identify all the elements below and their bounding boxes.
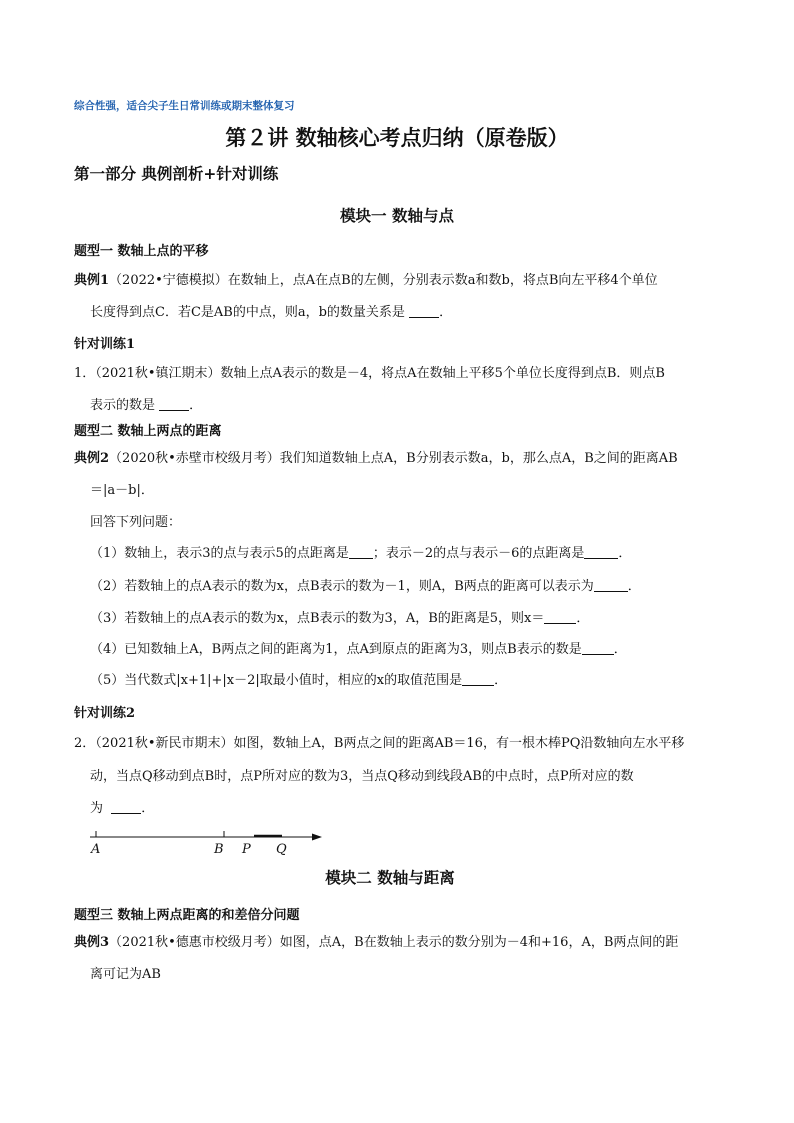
question2-line3: 为 ．: [90, 801, 155, 816]
example2-sub3: （3）若数轴上的点A表示的数为x，点B表示的数为3，A，B的距离是5，则x＝ ．: [90, 611, 590, 626]
type2-title: 题型二 数轴上两点的距离: [74, 424, 222, 439]
answer-blank: [462, 671, 494, 686]
example1-text2: 长度得到点C．若C是AB的中点，则a，b的数量关系是: [90, 305, 405, 320]
answer-blank: [594, 577, 628, 592]
example2-label: 典例2: [74, 451, 110, 466]
sub5-text: （5）当代数式|x+1|+|x－2|取最小值时，相应的x的取值范围是: [90, 673, 463, 688]
sub2-text: （2）若数轴上的点A表示的数为x，点B表示的数为－1，则A，B两点的距离可以表示为: [90, 579, 594, 594]
example1-label: 典例1: [74, 273, 110, 288]
sub1-text-b: ；表示－2的点与表示－6的点距离是: [372, 546, 585, 561]
part-title: 第一部分 典例剖析+针对训练: [74, 164, 279, 183]
module2-title: 模块二 数轴与距离: [325, 868, 455, 887]
question1-line2: 表示的数是 ．: [90, 398, 203, 413]
type1-title: 题型一 数轴上点的平移: [74, 244, 209, 259]
example1-line2: 长度得到点C．若C是AB的中点，则a，b的数量关系是 ．: [90, 305, 453, 320]
example2-prompt: 回答下列问题：: [90, 515, 182, 530]
label-a: A: [91, 842, 101, 857]
answer-blank: [159, 396, 189, 411]
question2-line1: 2．（2021秋•新民市期末）如图，数轴上A，B两点之间的距离AB＝16，有一根木棒PQ沿数轴向左水平移: [74, 736, 685, 751]
example3-line2: 离可记为AB: [90, 967, 161, 982]
question2-line2: 动，当点Q移动到点B时，点P所对应的数为3，当点Q移动到线段AB的中点时，点P所对应的数: [90, 769, 634, 784]
sub3-text: （3）若数轴上的点A表示的数为x，点B表示的数为3，A，B的距离是5，则x＝: [90, 611, 545, 626]
page-title: 第２讲 数轴核心考点归纳（原卷版）: [225, 125, 569, 150]
question1-line1: 1．（2021秋•镇江期末）数轴上点A表示的数是－4，将点A在数轴上平移5个单位长度得到点B．则点B: [74, 366, 665, 381]
sub4-text: （4）已知数轴上A，B两点之间的距离为1，点A到原点的距离为3，则点B表示的数是: [90, 642, 582, 657]
example3-text1: （2021秋•德惠市校级月考）如图，点A，B在数轴上表示的数分别为－4和+16，A，B两点间的距: [109, 935, 679, 950]
module1-title: 模块一 数轴与点: [340, 206, 454, 225]
example2-text1: （2020秋•赤壁市校级月考）我们知道数轴上点A，B分别表示数a，b，那么点A，B之间的距离AB: [109, 451, 678, 466]
answer-blank: [409, 303, 439, 318]
answer-blank: [349, 544, 373, 559]
example1-line1: [74, 269, 658, 288]
type3-title: 题型三 数轴上两点距离的和差倍分问题: [74, 908, 300, 923]
example3-line1: [74, 931, 678, 950]
answer-blank: [582, 640, 614, 655]
question2-text3: 为: [90, 801, 104, 816]
training2-title: 针对训练2: [74, 706, 136, 721]
example1-text1: （2022•宁德模拟）在数轴上，点A在点B的左侧，分别表示数a和数b，将点B向左平移4个单位: [109, 273, 658, 288]
label-q: Q: [276, 842, 287, 857]
example2-sub2: （2）若数轴上的点A表示的数为x，点B表示的数为－1，则A，B两点的距离可以表示为 ．: [90, 579, 641, 594]
tagline: 综合性强，适合尖子生日常训练或期末整体复习: [74, 100, 295, 112]
axis-arrow-icon: [312, 834, 322, 841]
number-line-figure: [86, 826, 331, 858]
example2-line1: [74, 447, 678, 466]
example2-sub1: （1）数轴上，表示3的点与表示5的点距离是 ；表示－2的点与表示－6的点距离是 ．: [90, 546, 632, 561]
answer-blank: [584, 544, 618, 559]
answer-blank: [544, 609, 576, 624]
example2-sub5: （5）当代数式|x+1|+|x－2|取最小值时，相应的x的取值范围是 ．: [90, 673, 508, 688]
label-p: P: [242, 842, 251, 857]
training1-title: 针对训练1: [74, 337, 136, 352]
example2-sub4: （4）已知数轴上A，B两点之间的距离为1，点A到原点的距离为3，则点B表示的数是 ．: [90, 642, 627, 657]
label-b: B: [214, 842, 224, 857]
question1-text2: 表示的数是: [90, 398, 156, 413]
example3-label: 典例3: [74, 935, 110, 950]
answer-blank: [111, 799, 141, 814]
example2-line2: ＝|a－b|．: [90, 483, 154, 498]
sub1-text-a: （1）数轴上，表示3的点与表示5的点距离是: [90, 546, 349, 561]
